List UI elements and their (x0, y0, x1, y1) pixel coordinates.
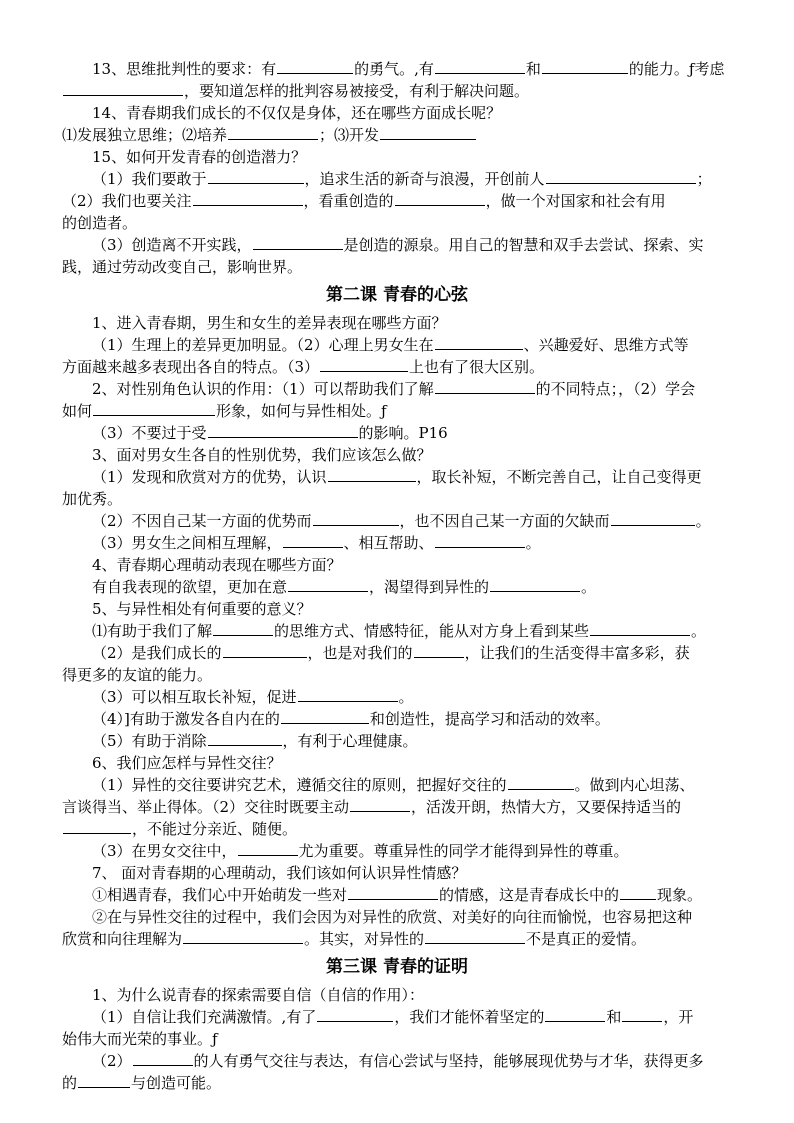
l2-q5-line-5: （4）]有助于激发各自内在的 和创造性，提高学习和活动的效率。 (92, 710, 610, 728)
l2-q5-line-6: （5）有助于消除 ，有利于心理健康。 (92, 732, 418, 750)
fill-blank[interactable] (313, 510, 399, 526)
fill-blank[interactable] (320, 356, 408, 372)
fill-blank[interactable] (281, 708, 369, 724)
fill-blank[interactable] (183, 928, 303, 944)
l2-q7-line-2: ②在与异性交往的过程中，我们会因为对异性的欣赏、对美好的向往而愉悦，也容易把这种 (92, 908, 693, 926)
l2-q6: 6、我们应怎样与异性交往？ (92, 754, 282, 772)
lesson-2-title: 第二课 青春的心弦 (326, 285, 468, 305)
l2-q4-line-1: 有自我表现的欲望，更加在意 ，渴望得到异性的 。 (92, 578, 597, 596)
fill-blank[interactable] (435, 334, 523, 350)
l2-q7-line-3: 欣赏和向往理解为 。其实，对异性的 不是真正的爱情。 (62, 930, 647, 948)
item-15-line-4: （3）创造离不开实践， 是创造的源泉。用自己的智慧和双手去尝试、探索、实 (92, 236, 704, 254)
fill-blank[interactable] (590, 620, 690, 636)
fill-blank[interactable] (350, 796, 410, 812)
fill-blank[interactable] (283, 532, 343, 548)
fill-blank[interactable] (490, 576, 580, 592)
fill-blank[interactable] (348, 884, 438, 900)
fill-blank[interactable] (508, 774, 574, 790)
fill-blank[interactable] (317, 1006, 393, 1022)
fill-blank[interactable] (238, 840, 298, 856)
fill-blank[interactable] (213, 620, 273, 636)
fill-blank[interactable] (622, 1006, 662, 1022)
l2-q4: 4、青春期心理萌动表现在哪些方面？ (92, 556, 342, 574)
l2-q3-line-4: （3）男女生之间相互理解， 、相互帮助、 。 (92, 534, 541, 552)
fill-blank[interactable] (328, 466, 416, 482)
l2-q6-line-3: ，不能过分亲近、随便。 (62, 818, 732, 840)
l3-q1: 1、为什么说青春的探索需要自信（自信的作用）： (92, 986, 425, 1004)
fill-blank[interactable] (228, 124, 318, 140)
fill-blank[interactable] (223, 642, 307, 658)
item-15-line-2: （2）我们也要关注 ，看重创造的 ，做一个对国家和社会有用 (62, 192, 666, 210)
l3-q1-line-2: 始伟大而光荣的事业。ƒ (62, 1030, 218, 1048)
fill-blank[interactable] (435, 532, 525, 548)
fill-blank[interactable] (208, 422, 358, 438)
item-13-line-1: 13、思维批判性的要求：有 的勇气。,有 和 的能力。ƒ考虑 (92, 60, 725, 78)
fill-blank[interactable] (253, 234, 343, 250)
l2-q1: 1、进入青春期，男生和女生的差异表现在哪些方面？ (92, 314, 447, 332)
fill-blank[interactable] (288, 576, 368, 592)
fill-blank[interactable] (298, 686, 398, 702)
l2-q7-line-1: ①相遇青春，我们心中开始萌发一些对 的情感，这是青春成长中的 现象。 (92, 886, 703, 904)
item-14-answer: ⑴发展独立思维；⑵培养 ；⑶开发 (62, 124, 732, 146)
l2-q3-line-3: （2）不因自己某一方面的优势而 ，也不因自己某一方面的欠缺而 。 (92, 512, 711, 530)
l2-q5-line-4: （3）可以相互取长补短，促进 。 (92, 688, 414, 706)
l2-q6-line-2: 言谈得当、举止得体。（2）交往时既要主动 ，活泼开朗，热情大方，又要保持适当的 (62, 798, 682, 816)
l2-q6-line-4: （3）在男女交往中， 尤为重要。尊重异性的同学才能得到异性的尊重。 (92, 842, 629, 860)
item-15-line-3: 的创造者。 (62, 214, 138, 232)
fill-blank[interactable] (395, 190, 485, 206)
l3-q1-line-1: （1）自信让我们充满激情。,有了 ，我们才能怀着坚定的 和 ，开 (92, 1008, 694, 1026)
fill-blank[interactable] (542, 58, 628, 74)
fill-blank[interactable] (620, 884, 656, 900)
item-15-line-5: 践，通过劳动改变自己，影响世界。 (62, 258, 303, 276)
fill-blank[interactable] (435, 58, 525, 74)
fill-blank[interactable] (380, 124, 476, 140)
fill-blank[interactable] (425, 928, 525, 944)
fill-blank[interactable] (546, 168, 696, 184)
fill-blank[interactable] (277, 58, 353, 74)
fill-blank[interactable] (63, 818, 131, 834)
lesson-3-title: 第三课 青春的证明 (326, 957, 468, 977)
item-15-question: 15、如何开发青春的创造潜力？ (92, 148, 307, 166)
fill-blank[interactable] (611, 510, 695, 526)
l2-q7: 7、 面对青春期的心理萌动，我们该如何认识异性情感？ (92, 864, 467, 882)
l2-q2-line-2: 如何 形象，如何与异性相处。ƒ (62, 402, 387, 420)
l2-q2-line-1: 2、对性别角色认识的作用：（1）可以帮助我们了解 的不同特点；，（2）学会 (92, 380, 696, 398)
l2-q3: 3、面对男女生各自的性别优势，我们应该怎么做？ (92, 446, 432, 464)
l2-q5-line-3: 得更多的友谊的能力。 (62, 666, 213, 684)
l2-q3-line-1: （1）发现和欣赏对方的优势，认识 ，取长补短，不断完善自己，让自己变得更 (92, 468, 702, 486)
l2-q1-line-2: 方面越来越多表现出各自的特点。（3） 上也有了很大区别。 (62, 358, 545, 376)
fill-blank[interactable] (193, 190, 303, 206)
l2-q6-line-1: （1）异性的交往要讲究艺术，遵循交往的原则，把握好交往的 。做到内心坦荡、 (92, 776, 695, 794)
fill-blank[interactable] (133, 1050, 193, 1066)
fill-blank[interactable] (435, 378, 535, 394)
fill-blank[interactable] (208, 730, 282, 746)
l2-q5-line-2: （2）是我们成长的 ，也是对我们的 ，让我们的生活变得丰富多彩，获 (92, 644, 690, 662)
l2-q1-line-1: （1）生理上的差异更加明显。（2）心理上男女生在 、兴趣爱好、思维方式等 (92, 336, 689, 354)
item-15-line-1: （1）我们要敢于 ，追求生活的新奇与浪漫，开创前人 ； (92, 170, 712, 188)
fill-blank[interactable] (63, 80, 183, 96)
item-14-question: 14、青春期我们成长的不仅仅是身体，还在哪些方面成长呢？ (92, 104, 502, 122)
l2-q3-line-2: 加优秀。 (62, 490, 123, 508)
item-13-line-2: ，要知道怎样的批判容易被接受，有利于解决问题。 (62, 80, 732, 102)
l2-q2-line-3: （3）不要过于受 的影响。P16 (92, 424, 448, 442)
l3-q1-line-3: （2） 的人有勇气交往与表达，有信心尝试与坚持，能够展现优势与才华，获得更多 (92, 1052, 704, 1070)
l3-q1-line-4: 的 与创造可能。 (62, 1074, 222, 1092)
fill-blank[interactable] (208, 168, 304, 184)
fill-blank[interactable] (93, 400, 215, 416)
fill-blank[interactable] (78, 1072, 130, 1088)
fill-blank[interactable] (414, 642, 464, 658)
l2-q5: 5、与异性相处有何重要的意义？ (92, 600, 312, 618)
l2-q5-line-1: ⑴有助于我们了解 的思维方式、情感特征，能从对方身上看到某些 。 (92, 622, 707, 640)
fill-blank[interactable] (545, 1006, 605, 1022)
